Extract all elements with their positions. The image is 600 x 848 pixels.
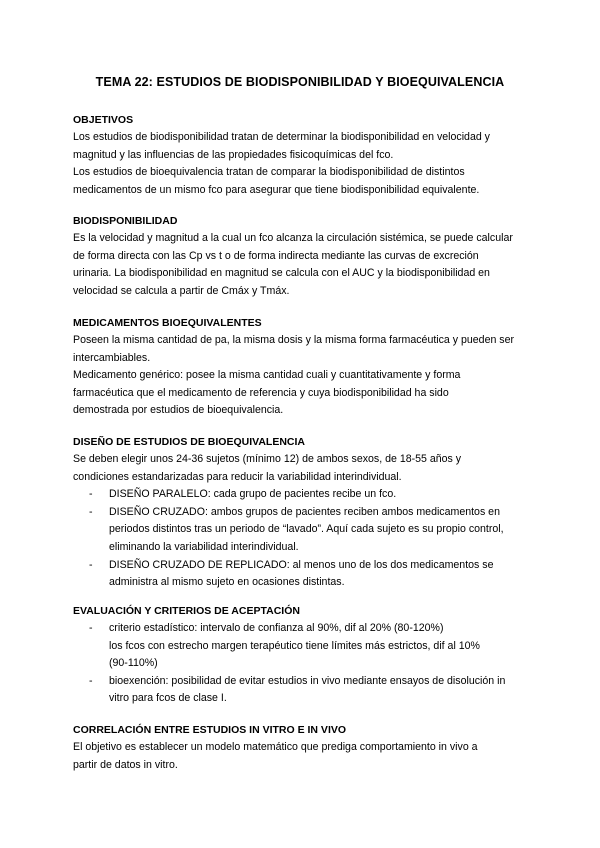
section-heading: CORRELACIÓN ENTRE ESTUDIOS IN VITRO E IN VIVO: [73, 724, 347, 736]
list-item-line: (90-110%): [109, 657, 158, 670]
document-title: TEMA 22: ESTUDIOS DE BIODISPONIBILIDAD Y BIOEQUIVALENCIA: [95, 75, 505, 89]
list-item-line: administra al mismo sujeto en ocasiones distintas.: [109, 576, 345, 589]
paragraph-line: de forma directa con las Cp vs t o de forma indirecta mediante las curvas de excreción: [73, 249, 479, 262]
section-heading: OBJETIVOS: [73, 114, 134, 126]
list-item-line: criterio estadístico: intervalo de confianza al 90%, dif al 20% (80-120%): [109, 622, 444, 634]
paragraph-line: intercambiables.: [73, 351, 151, 364]
paragraph-line: El objetivo es establecer un modelo matemático que prediga comportamiento in vivo a: [73, 741, 478, 753]
section-diseno-estudios: [73, 434, 543, 592]
list-item-line: eliminando la variabilidad interindividual.: [109, 540, 299, 553]
paragraph-line: Los estudios de bioequivalencia tratan de comparar la biodisponibilidad de distintos: [73, 166, 465, 179]
bullet-dash: -: [89, 505, 93, 518]
section-medicamentos-bioequivalentes: [73, 315, 543, 420]
list-item: [73, 673, 543, 708]
list-item: [73, 504, 543, 557]
paragraph-line: magnitud y las influencias de las propiedades fisicoquímicas del fco.: [73, 148, 394, 161]
list-item: [73, 620, 543, 673]
list-item-line: DISEÑO CRUZADO: ambos grupos de pacientes reciben ambos medicamentos en: [109, 505, 500, 518]
section-heading: DISEÑO DE ESTUDIOS DE BIOEQUIVALENCIA: [73, 436, 305, 448]
list-item-line: vitro para fcos de clase I.: [109, 692, 227, 705]
list-item-line: DISEÑO CRUZADO DE REPLICADO: al menos uno de los dos medicamentos se: [109, 558, 494, 571]
list-item-line: periodos distintos tras un periodo de “lavado”. Aquí cada sujeto es su propio control,: [109, 523, 504, 536]
bullet-dash: -: [89, 622, 93, 634]
section-heading: BIODISPONIBILIDAD: [73, 215, 178, 227]
paragraph-line: Los estudios de biodisponibilidad tratan de determinar la biodisponibilidad en velocidad y: [73, 131, 490, 143]
bullet-dash: -: [89, 558, 93, 571]
section-heading: MEDICAMENTOS BIOEQUIVALENTES: [73, 317, 262, 329]
section-evaluacion-criterios: [73, 603, 543, 708]
section-heading: EVALUACIÓN Y CRITERIOS DE ACEPTACIÓN: [73, 605, 300, 617]
list-item-line: DISEÑO PARALELO: cada grupo de pacientes recibe un fco.: [109, 488, 397, 501]
paragraph-line: Es la velocidad y magnitud a la cual un fco alcanza la circulación sistémica, se puede calcular: [73, 232, 513, 244]
list-item-line: bioexención: posibilidad de evitar estudios in vivo mediante ensayos de disolución in: [109, 674, 506, 687]
section-biodisponibilidad: [73, 213, 543, 300]
paragraph-line: Medicamento genérico: posee la misma cantidad cuali y cuantitativamente y forma: [73, 369, 461, 382]
paragraph-line: velocidad se calcula a partir de Cmáx y Tmáx.: [73, 284, 290, 297]
paragraph-line: Se deben elegir unos 24-36 sujetos (mínimo 12) de ambos sexos, de 18-55 años y: [73, 453, 462, 465]
paragraph-line: demostrada por estudios de bioequivalencia.: [73, 404, 284, 417]
list-item: [73, 557, 543, 592]
section-correlacion: [73, 722, 543, 774]
paragraph-line: medicamentos de un mismo fco para asegurar que tiene biodisponibilidad equivalente.: [73, 183, 480, 196]
list-item: [73, 486, 543, 504]
list-item-line: los fcos con estrecho margen terapéutico tiene límites más estrictos, dif al 10%: [109, 639, 480, 652]
paragraph-line: urinaria. La biodisponibilidad en magnitud se calcula con el AUC y la biodisponibilidad en: [73, 267, 490, 280]
paragraph-line: condiciones estandarizadas para reducir la variabilidad interindividual.: [73, 470, 402, 483]
paragraph-line: farmacéutica que el medicamento de referencia y cuya biodisponibilidad ha sido: [73, 386, 449, 399]
paragraph-line: Poseen la misma cantidad de pa, la misma dosis y la misma forma farmacéutica y pueden ser: [73, 334, 515, 346]
paragraph-line: partir de datos in vitro.: [73, 758, 178, 771]
section-objetivos: [73, 112, 543, 199]
bullet-dash: -: [89, 674, 93, 687]
bullet-dash: -: [89, 488, 93, 501]
